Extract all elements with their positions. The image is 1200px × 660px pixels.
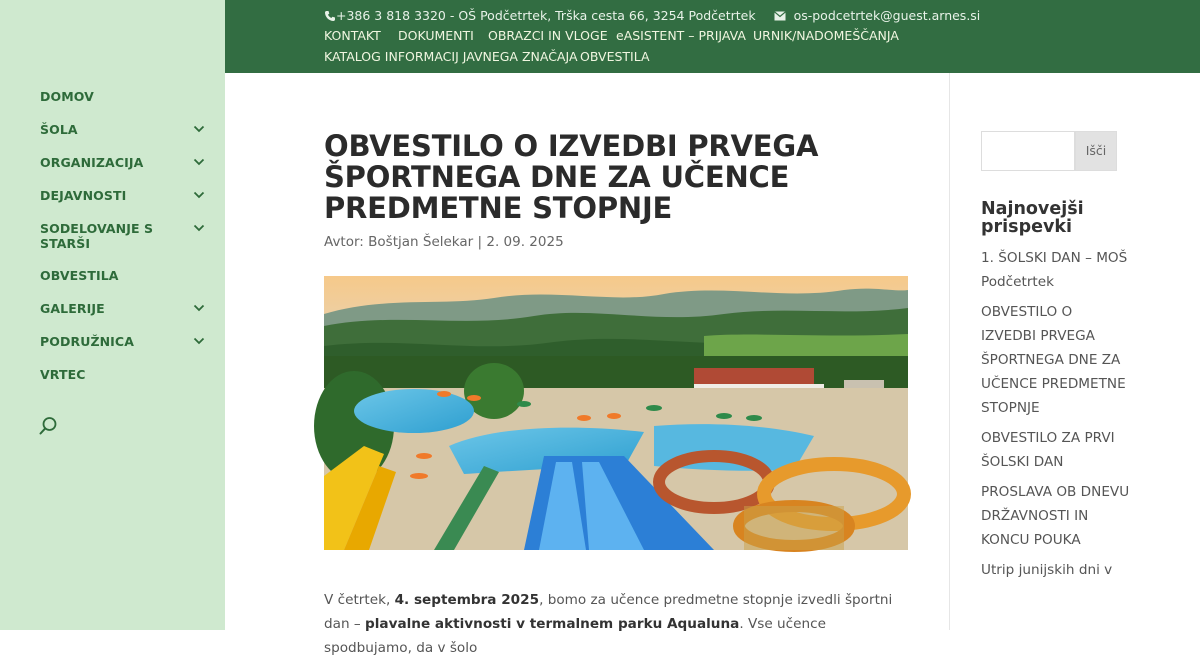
email-link[interactable]: os-podcetrtek@guest.arnes.si: [793, 8, 981, 23]
contact-info: [324, 7, 980, 23]
nav-item-label: ŠOLA: [40, 122, 78, 137]
post-title: OBVESTILO O IZVEDBI PRVEGA ŠPORTNEGA DNE ZA UČENCE PREDMETNE STOPNJE: [324, 129, 819, 225]
content-divider: [949, 73, 950, 630]
nav-item-dejavnosti[interactable]: [40, 188, 165, 203]
post-body-text: [324, 588, 914, 660]
sidebar-search-button[interactable]: Išči: [1075, 131, 1117, 171]
recent-post-link[interactable]: 1. ŠOLSKI DAN – MOŠ Podčetrtek: [981, 250, 1128, 290]
nav-item-label: SODELOVANJE S STARŠI: [40, 221, 154, 251]
nav-item-label: ORGANIZACIJA: [40, 155, 144, 170]
chevron-down-icon[interactable]: [193, 223, 205, 233]
meta-author-prefix: Avtor:: [324, 234, 364, 250]
nav-item-label: GALERIJE: [40, 301, 105, 316]
top-menu-obvestila[interactable]: OBVESTILA: [580, 49, 650, 64]
body-text-part: . Vse učence spodbujamo, da v šolo: [324, 616, 826, 656]
author-link[interactable]: Boštjan Šelekar: [368, 234, 474, 250]
top-menu-dokumenti[interactable]: DOKUMENTI: [398, 28, 474, 43]
top-header: [225, 0, 1200, 73]
recent-post-link[interactable]: OBVESTILO ZA PRVI ŠOLSKI DAN: [981, 430, 1115, 470]
top-menu-kontakt[interactable]: KONTAKT: [324, 28, 381, 43]
nav-item-label: DEJAVNOSTI: [40, 188, 127, 203]
recent-post-link[interactable]: OBVESTILO O IZVEDBI PRVEGA ŠPORTNEGA DNE ZA UČENCE PREDMETNE STOPNJE: [981, 304, 1126, 416]
nav-item-label: DOMOV: [40, 89, 94, 104]
top-menu-easistent[interactable]: eASISTENT – PRIJAVA: [616, 28, 746, 43]
nav-item-domov[interactable]: [40, 89, 165, 104]
envelope-icon: [774, 11, 786, 21]
nav-item-podruznica[interactable]: [40, 334, 165, 349]
phone-address-text: +386 3 818 3320 - OŠ Podčetrtek, Trška cesta 66, 3254 Podčetrtek: [336, 8, 756, 23]
top-menu-katalog[interactable]: KATALOG INFORMACIJ JAVNEGA ZNAČAJA: [324, 49, 578, 64]
meta-separator: |: [477, 234, 483, 250]
featured-image: [324, 276, 908, 550]
nav-item-label: OBVESTILA: [40, 268, 119, 283]
phone-icon: [324, 10, 336, 22]
chevron-down-icon[interactable]: [193, 190, 205, 200]
chevron-down-icon[interactable]: [193, 303, 205, 313]
recent-post-link[interactable]: Utrip junijskih dni v: [981, 562, 1113, 578]
top-menu-urnik[interactable]: URNIK/NADOMEŠČANJA: [753, 28, 899, 43]
body-bold-activity: plavalne aktivnosti v termalnem parku Aqualuna: [365, 616, 740, 632]
top-menu-obrazci-in-vloge[interactable]: OBRAZCI IN VLOGE: [488, 28, 608, 43]
nav-item-sola[interactable]: [40, 122, 165, 137]
search-icon[interactable]: [38, 416, 58, 436]
recent-post-link[interactable]: PROSLAVA OB DNEVU DRŽAVNOSTI IN KONCU POUKA: [981, 484, 1130, 548]
left-sidebar: [0, 0, 225, 630]
sidebar-search-input[interactable]: [981, 131, 1075, 171]
post-date: 2. 09. 2025: [486, 234, 564, 250]
body-text-part: V četrtek,: [324, 592, 395, 608]
nav-item-obvestila[interactable]: [40, 268, 165, 283]
nav-item-vrtec[interactable]: [40, 367, 165, 382]
nav-item-label: PODRUŽNICA: [40, 334, 134, 349]
body-bold-date: 4. septembra 2025: [394, 592, 540, 608]
recent-posts-list: [981, 246, 1131, 588]
nav-item-sodelovanje[interactable]: [40, 221, 165, 251]
nav-item-galerije[interactable]: [40, 301, 165, 316]
post-meta: [324, 234, 564, 250]
chevron-down-icon[interactable]: [193, 157, 205, 167]
nav-item-organizacija[interactable]: [40, 155, 165, 170]
chevron-down-icon[interactable]: [193, 336, 205, 346]
chevron-down-icon[interactable]: [193, 124, 205, 134]
nav-item-label: VRTEC: [40, 367, 86, 382]
recent-posts-title: Najnovejši prispevki: [981, 199, 1084, 237]
body-text-part: , bomo za učence predmetne stopnje izvedli športni dan –: [324, 592, 893, 632]
